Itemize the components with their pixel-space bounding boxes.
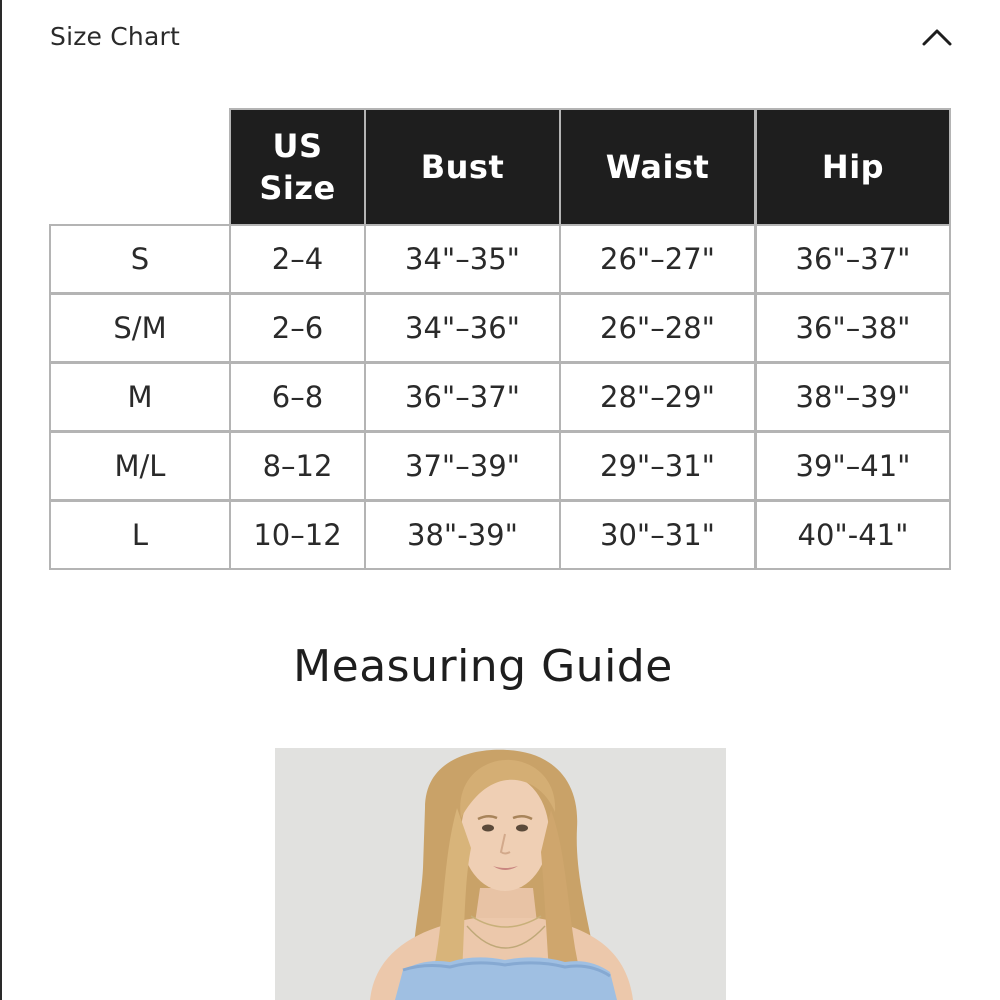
column-header-us-size: US Size [229, 108, 366, 226]
cell-bust: 34"–35" [364, 224, 561, 294]
cell-waist: 30"–31" [559, 500, 756, 570]
cell-us-size: 2–6 [229, 293, 366, 363]
column-header-hip: Hip [755, 108, 951, 226]
cell-us-size: 6–8 [229, 362, 366, 432]
cell-us-size: 8–12 [229, 431, 366, 501]
accordion-title: Size Chart [50, 22, 180, 51]
size-label-cell: S [49, 224, 231, 294]
cell-waist: 28"–29" [559, 362, 756, 432]
cell-bust: 37"–39" [364, 431, 561, 501]
cell-waist: 26"–28" [559, 293, 756, 363]
cell-bust: 36"–37" [364, 362, 561, 432]
size-label-cell: L [49, 500, 231, 570]
column-header-waist: Waist [559, 108, 756, 226]
cell-waist: 29"–31" [559, 431, 756, 501]
table-row [49, 224, 951, 294]
cell-bust: 38"-39" [364, 500, 561, 570]
measuring-guide-title: Measuring Guide [293, 641, 673, 692]
cell-bust: 34"–36" [364, 293, 561, 363]
cell-hip: 38"–39" [755, 362, 951, 432]
size-chart-table [49, 108, 951, 570]
size-label-cell: M/L [49, 431, 231, 501]
size-chart-accordion-header[interactable] [0, 0, 1000, 74]
table-row [49, 293, 951, 363]
cell-hip: 36"–38" [755, 293, 951, 363]
cell-hip: 36"–37" [755, 224, 951, 294]
cell-hip: 39"–41" [755, 431, 951, 501]
cell-hip: 40"-41" [755, 500, 951, 570]
table-header-row [49, 108, 951, 226]
size-label-cell: S/M [49, 293, 231, 363]
chevron-up-icon[interactable] [920, 22, 954, 52]
table-row [49, 362, 951, 432]
model-photo [275, 748, 726, 1000]
column-header-bust: Bust [364, 108, 561, 226]
cell-waist: 26"–27" [559, 224, 756, 294]
table-row [49, 431, 951, 501]
cell-us-size: 2–4 [229, 224, 366, 294]
size-label-cell: M [49, 362, 231, 432]
table-row [49, 500, 951, 570]
left-border-divider [0, 0, 2, 1000]
cell-us-size: 10–12 [229, 500, 366, 570]
